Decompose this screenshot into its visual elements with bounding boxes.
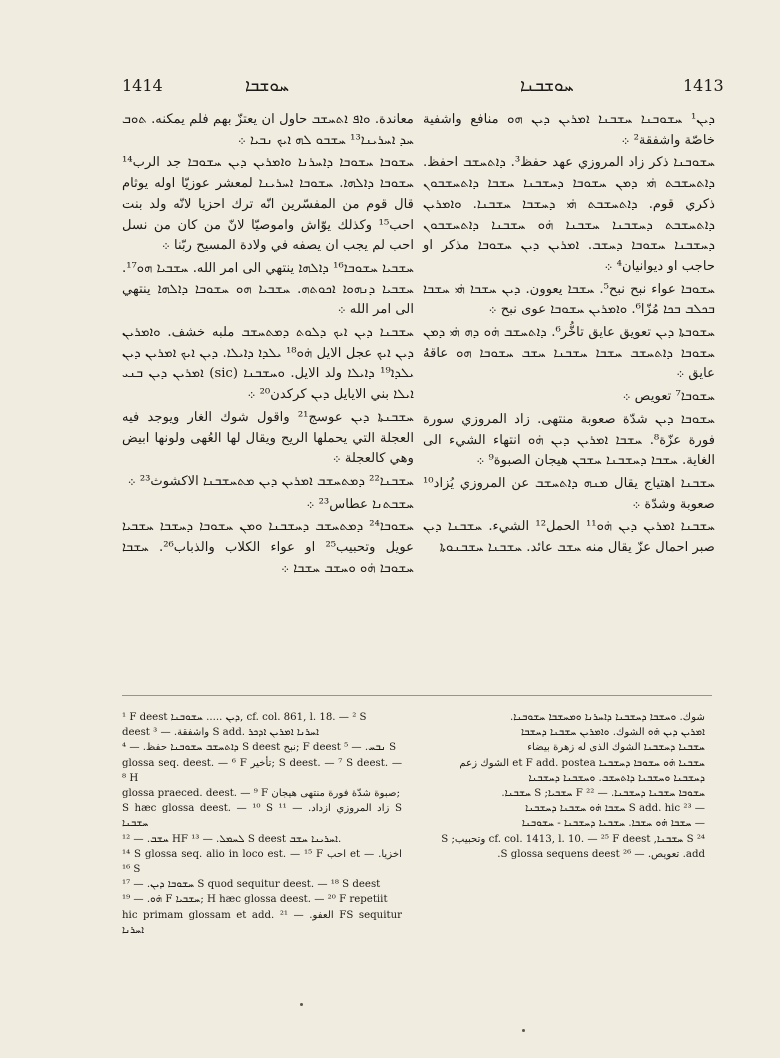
footnote-line: ܚܫܒܢܐ ܕܚܫܒܢܐ الشوك الذى له زهرة بيضاء xyxy=(527,742,705,754)
right-page-number: 1413 xyxy=(683,76,724,95)
dictionary-entry: ܚܫܘܒܬܐ ܕܝܢ تعويق عايق تاخُّر⁶. ܕܐܬܚܫܒ ܗ̇ܘ ܕܗ ܗ̇ܝ ܕܡܢ ܚܫܘܒܐ ܕܐܬܚܫܒ ܚܫܒܐ ܚܫܒܢܐ ܚܫܒ ܚܫܘܒܐ ܗܘ عاقهُ عايق ܀ xyxy=(423,325,715,382)
dictionary-entry: ܚܫܘܒܢܐ ذكر زاد المروزي عهد حفظ³. ܕܐܬܚܫܒ احفظ. ܕܐܬܚܫܒܬ ܗ̇ܝ ܕܡܢ ܚܫܘܒܐ ܕܚܫܒܢܐ ܚܫܒܐ ܕܐܬܚܫܒܘܢ ذكري قوم. ܕܐܬܚܫܒܬ ܗ̇ܝ ܕܚܫܒܐ ܚܫܒܢܐ. ܘܐܡܪܝܢ ܕܐܬܚܫܒܬ ܕܚܫܒܢܐ ܚܫܒܢܐ ܗ̇ܘ ܚܫܒܢܐ ܕܐܬܚܫܒܘܢ ܕܚܫܒܢܐ ܚܫܘܒܐ ܕܚܫܒ. ܐܡܪܝܢ ܕܝܢ ܚܫܘܒܐ مذكر او حاجب او ديوانيان⁴ ܀ xyxy=(423,155,715,274)
dictionary-entry: ܚܫܘܒܐ عواء نبح نبح⁵. ܚܫܒܐ يعوون. ܕܝܢ ܚܫܒܐ ܗ̇ܝ ܚܫܒܐ ܒܟܠܒ ܒܟܐ مُزّا⁶. ܘܐܡܪܝܢ ܚܫܘܒܐ عوى نبح ܀ xyxy=(423,281,716,318)
footnote-line: glossa praeced. deest. — ⁹ F صبوة شدّة فورة منتهى هيجان; xyxy=(122,788,401,800)
dictionary-entry: ܚܫܘܒܐ⁷ تعويص ܀ xyxy=(622,389,715,405)
footnote-line: hic primam glossam et add. العفو. — ²¹ FS sequitur ܐܚܪܢܐ xyxy=(122,909,403,936)
footnote-line: ܕܐܬܚܫܒ ܚܫܘܒܢܐ حفظ. — ⁴ S deest نبح; F deest ܢܒܚ. — ⁵ S xyxy=(122,742,397,754)
dictionary-page xyxy=(100,70,724,970)
scan-speck xyxy=(522,1029,525,1032)
footnote-line: ܕܚܫܒܢܐ ܘܚܫܒܢܐ ܕܐܬܚܫܒ. ܘܚܫܒܢܐ ܕܚܫܒܢܐ xyxy=(528,772,705,784)
dictionary-entry: ܚܫܒܢܐ ܐܡܪܝܢ ܕܝܢ ܗ̇ܘ¹¹ الحمل¹² الشيء. ܚܫܒܢܐ ܕܝܢ صبر احمال عزّ يقال منه ܚܫܒ عائد. ܚܫܒܢܐ ܚܫܒܢܘܬܐ xyxy=(423,519,715,556)
left-footnotes xyxy=(122,710,403,936)
left-text-column xyxy=(122,110,414,730)
dictionary-entry: ܚܫܒܢܐ اهتياج يقال ܡܢܗ ܕܐܬܚܫܒ عن المروزي يُزاد¹⁰ صعوبة وشدّة ܀ xyxy=(423,475,715,512)
footnote-line: S hæc glossa deest. — ¹⁰ S زاد المروزي ازداد. — ¹¹ S ܚܫܒܢܐ xyxy=(122,803,402,830)
footnote-line: ²⁴ S ܚܫܒܢܐ, cf. col. 1413, l. 10. — ²⁵ F deest وتحبيب; S xyxy=(441,833,705,845)
footnote-line: — ²³ S add. hic ܚܫܒܐ ܗ̇ܘ ܚܫܒܢܐ ܕܚܫܒܢܐ xyxy=(525,803,705,815)
dictionary-entry: ܚܫܘܒܐ ܕܝܢ شدّة صعوبة منتهى. زاد المروزي سورة فورة عزّة⁸. ܚܫܒܐ ܐܡܪܝܢ ܕܝܢ ܗ̇ܘ انتهاء الشيء الى الغاية. ܚܫܒܐ ܕܚܫܒܢܐ ܚܫܒܢ هيجان الصبوة⁹ ܀ xyxy=(423,411,715,469)
dictionary-entry: معاندة. ܘܐܦ ܐܬܚܫܒ حاول ان يعتزّ بهم فلم يمكنه. ܬܘܒ ܚܕ ܐܚܪܝܢܐ¹³ ܚܫܒܘ ܠܗ ܐܝܟ ܢܒܝܐ ܀ xyxy=(122,112,414,148)
footnote-line: ¹ F deest ܕܝܢ ..... ܚܫܘܒܢܐ, cf. col. 861, l. 18. — ² S xyxy=(122,712,367,723)
dictionary-entry: ܚܫܒܢܐ ܕܝܢ ܐܝܟ ܕܠܘܬ ܕܡܬܚܫܒ ملبه خشف. ܘܐܡܪܝܢ ܕܝܢ ܐܝܟ عجل الايل ܗ̇ܘ¹⁸ ܝܠܕܐ ܕܐܝܠܐ. ܕܝܢ ܐܝܟ ܐܡܪܝܢ ܕܝܢ ܝܠܕܐ¹⁹ ܕܐܝܠܐ ولد الايل. ܘܚܫܒܢܐ (sic) ܐܡܪܝܢ ܕܝܢ ܒܢܝ ܐܝܠܐ بني الايايل ܕܝܢ كركدن²⁰ ܀ xyxy=(122,325,414,403)
right-running-title: ܚܘܫܒܢܐ xyxy=(520,76,574,96)
footnote-line: ܚܫܘܒܐ ܕܝܢ. — ¹⁷ S quod sequitur deest. — ¹⁸ S deest xyxy=(122,879,381,891)
dictionary-entry: ܚܫܒܬܢܐ عطاس²³ ܀ xyxy=(306,496,414,512)
footnote-line: deest واشفقة. — ³ S add. ܐܚܪܢܐ ܐܡܪܝܢ ܐܕܟܪ xyxy=(122,727,320,739)
dictionary-entry: ܕܝܢ¹ ܚܫܘܒܢܐ ܚܫܒܢܐ ܐܡܪܝܢ ܕܝܢ ܗܘ منافع واشفية خاصّة واشفقة² ܀ xyxy=(423,112,715,148)
page-header xyxy=(100,70,724,100)
footnote-line: ܐܡܪܝܢ ܕܝܢ ܗ̇ܘ الشوك. ܘܐܡܪܝܢ ܚܫܒܢܐ ܕܚܫܒܐ xyxy=(521,727,705,739)
left-page-number: 1414 xyxy=(122,76,163,95)
footnote-line: ܚܫܒܢܐ ܗ̇ܘ ܚܫܘܒܐ ܕܚܫܒܢܐ et F add. postea الشوك زعم xyxy=(459,757,705,769)
footnote-line: add. تعويص. — ²⁶ S glossa sequens deest. xyxy=(497,848,705,860)
footnote-line: glossa seq. deest. — ⁶ F تأخير; S deest. — ⁷ S deest. — ⁸ H xyxy=(122,757,403,784)
dictionary-entry: ܚܫܒܝܐ ܚܫܘܒܐ¹⁶ ܕܐܠܗܐ ينتهي الى امر الله. ܚܫܒܝܐ ܗܘ¹⁷. ܚܫܒܝܐ ܕܢܗܘܐ ܐܟܘܬܗ. ܚܫܒܝܐ ܗܘ ܚܫܘܒܐ ܕܐܠܗܐ ينتهي الى امر الله ܀ xyxy=(122,260,415,318)
dictionary-entry: ܚܫܒܢܐ²² ܕܡܬܚܫܒ ܐܡܪܝܢ ܕܝܢ ܡܬܚܫܒܢܐ الاكشوث²³ ܀ xyxy=(127,473,414,489)
left-running-title: ܚܘܫܒܐ xyxy=(245,76,290,96)
right-footnotes xyxy=(425,710,705,910)
scan-speck xyxy=(300,1003,303,1006)
footnote-divider xyxy=(122,695,712,696)
footnote-line: ¹⁴ S glossa seq. alio in loco est. — ¹⁵ F احب et اخزيا. — ¹⁶ S xyxy=(122,848,403,876)
dictionary-entry: ܚܫܘܒܐ²⁴ ܕܡܬܚܫܒ ܕܚܫܒܢܐ ܘܡܢ ܚܫܘܒܐ ܕܚܫܒܐ ܚܫܒܝܐ عويل وتحبيب²⁵ او عواء الكلاب والذباب²⁶. ܚܫܒܐ ܚܫܘܒܐ ܗ̇ܘ ܘܚܫܒ ܚܫܒܐ ܀ xyxy=(122,519,415,576)
footnote-line: ܗ̇ܘ. — ¹⁹ F ܚܫܒܝܐ; H hæc glossa deest. — ²⁰ F repetiit xyxy=(122,894,388,906)
dictionary-entry: ܚܫܒܢܬܐ ܕܝܢ عوسج²¹ واقول شوك الغار ويوجد فيه العجلة التي يحملها الريح ويقال لها العُهى ولونها ابيض وهي كالعجلة ܀ xyxy=(122,409,414,467)
footnote-line: شوك. ܘܚܫܒܐ ܕܚܫܒܢܐ ܕܐܚܪܢܐ ܘܡܚܫܒܐ ܚܫܘܒܢܐ. xyxy=(509,712,705,723)
right-text-column xyxy=(423,110,715,730)
footnote-line: ܚܫܘܒܐ ܚܫܒܢܐ ܕܚܫܒܢܐ. — ²² F ܚܫܒܝܐ; S ܚܫܒܢܐ. xyxy=(501,788,705,800)
footnote-line: ܚܫܒ. — ¹² HF ܠܚܡܠ. — ¹³ S deest ܐܚܪܝܢܐ ܚܫܒ. xyxy=(122,833,342,845)
dictionary-entry: ܚܫܘܒܐ ܚܫܘܒܐ ܕܐܚܪܢܐ ܘܐܡܪܝܢ ܕܝܢ ܚܫܘܒܐ جد الرب¹⁴ ܚܫܘܒܐ ܕܐܠܗܐ. ܚܫܘܒܐ ܐܚܪܝܢܐ لمعشر عوزيّا اوله يوثام قال قوم من المفسّرين انّه ترك احزيا لانّه ولد بنت احب¹⁵ وكذلك يوّاش واموصيّا لانّ من كان من نسل احب لم يجب ان يصفه في ولادة المسيح ربّنا ܀ xyxy=(122,155,414,254)
footnote-line: — ܚܫܒܐ ܗ̇ܘ ܚܫܒܐ. ܚܫܒܢܐ ܕܚܫܒܢܐ - ܚܫܘܒܢܐ xyxy=(521,818,705,830)
